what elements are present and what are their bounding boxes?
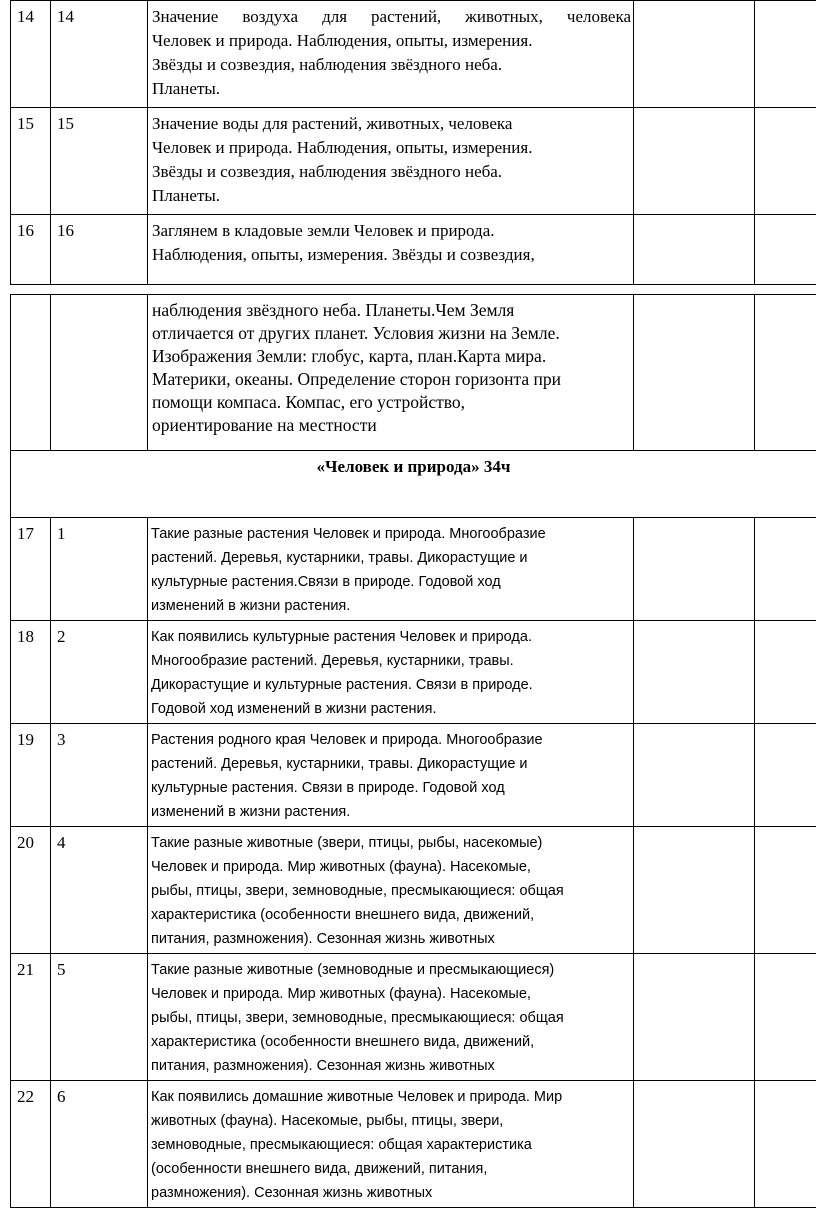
lesson-table-bottom	[10, 294, 816, 1208]
lesson-description	[148, 1081, 634, 1208]
description-line: животных (фауна). Насекомые, рыбы, птицы, звери,	[151, 1109, 633, 1133]
description-line: рыбы, птицы, звери, земноводные, пресмыкающиеся: общая	[151, 879, 633, 903]
description-line: Многообразие растений. Деревья, кустарники, травы.	[151, 649, 633, 673]
section-header-row	[11, 451, 816, 518]
table-row	[11, 295, 816, 451]
row-number: 17	[11, 518, 51, 621]
description-line: размножения). Сезонная жизнь животных	[151, 1181, 633, 1205]
description-line: Как появились культурные растения Человек и природа.	[151, 625, 633, 649]
lesson-description-continuation	[148, 295, 634, 451]
description-line: Такие разные животные (земноводные и пресмыкающиеся)	[151, 958, 633, 982]
row-number: 21	[11, 954, 51, 1081]
empty-cell	[634, 295, 755, 451]
description-line: Звёзды и созвездия, наблюдения звёздного неба.	[152, 160, 631, 184]
description-line: рыбы, птицы, звери, земноводные, пресмыкающиеся: общая	[151, 1006, 633, 1030]
description-line: характеристика (особенности внешнего вида, движений,	[151, 1030, 633, 1054]
lesson-number: 1	[51, 518, 148, 621]
description-line: земноводные, пресмыкающиеся: общая характеристика	[151, 1133, 633, 1157]
lesson-table-top	[10, 0, 816, 285]
description-line: наблюдения звёздного неба. Планеты.Чем Земля	[152, 299, 631, 322]
lesson-description	[148, 1, 634, 108]
lesson-number: 5	[51, 954, 148, 1081]
description-line: ориентирование на местности	[152, 414, 631, 437]
description-line: Такие разные растения Человек и природа. Многообразие	[151, 522, 633, 546]
empty-cell	[634, 621, 755, 724]
row-number: 18	[11, 621, 51, 724]
empty-cell	[634, 954, 755, 1081]
description-line: Планеты.	[152, 184, 631, 208]
lesson-number: 4	[51, 827, 148, 954]
table-row	[11, 518, 816, 621]
table-row	[11, 1081, 816, 1208]
description-line: помощи компаса. Компас, его устройство,	[152, 391, 631, 414]
row-number: 14	[11, 1, 51, 108]
description-line: Планеты.	[152, 77, 631, 101]
lesson-number: 15	[51, 108, 148, 215]
empty-cell	[755, 295, 816, 451]
description-line: культурные растения. Связи в природе. Годовой ход	[151, 776, 633, 800]
lesson-number: 3	[51, 724, 148, 827]
description-line: Изображения Земли: глобус, карта, план.Карта мира.	[152, 345, 631, 368]
lesson-description	[148, 215, 634, 285]
lesson-description	[148, 518, 634, 621]
lesson-description	[148, 827, 634, 954]
row-number: 19	[11, 724, 51, 827]
empty-cell	[755, 621, 816, 724]
description-line: Годовой ход изменений в жизни растения.	[151, 697, 633, 721]
empty-cell	[755, 518, 816, 621]
lesson-description	[148, 954, 634, 1081]
description-line: Материки, океаны. Определение сторон горизонта при	[152, 368, 631, 391]
description-line: изменений в жизни растения.	[151, 594, 633, 618]
empty-cell	[755, 827, 816, 954]
description-line: Наблюдения, опыты, измерения. Звёзды и созвездия,	[152, 243, 631, 267]
row-number: 16	[11, 215, 51, 285]
description-line: Дикорастущие и культурные растения. Связи в природе.	[151, 673, 633, 697]
description-line: Такие разные животные (звери, птицы, рыбы, насекомые)	[151, 831, 633, 855]
description-line: Звёзды и созвездия, наблюдения звёздного неба.	[152, 53, 631, 77]
empty-cell	[634, 518, 755, 621]
empty-cell	[634, 108, 755, 215]
description-line: Растения родного края Человек и природа. Многообразие	[151, 728, 633, 752]
empty-cell	[634, 724, 755, 827]
lesson-number: 16	[51, 215, 148, 285]
description-line: растений. Деревья, кустарники, травы. Дикорастущие и	[151, 546, 633, 570]
description-line: характеристика (особенности внешнего вида, движений,	[151, 903, 633, 927]
description-line: Человек и природа. Наблюдения, опыты, измерения.	[152, 136, 631, 160]
lesson-description	[148, 621, 634, 724]
table-row	[11, 827, 816, 954]
empty-cell	[634, 1081, 755, 1208]
description-line: Человек и природа. Мир животных (фауна). Насекомые,	[151, 982, 633, 1006]
description-line: отличается от других планет. Условия жизни на Земле.	[152, 322, 631, 345]
lesson-number: 14	[51, 1, 148, 108]
table-row	[11, 108, 816, 215]
empty-cell	[51, 295, 148, 451]
table-row	[11, 724, 816, 827]
empty-cell	[634, 1, 755, 108]
empty-cell	[634, 827, 755, 954]
table-row	[11, 1, 816, 108]
empty-cell	[634, 215, 755, 285]
description-line: Заглянем в кладовые земли Человек и природа.	[152, 219, 631, 243]
section-title: «Человек и природа» 34ч	[11, 451, 816, 518]
empty-cell	[755, 108, 816, 215]
table-row	[11, 954, 816, 1081]
row-number: 15	[11, 108, 51, 215]
lesson-description	[148, 724, 634, 827]
row-number: 20	[11, 827, 51, 954]
description-line: изменений в жизни растения.	[151, 800, 633, 824]
empty-cell	[11, 295, 51, 451]
description-line: Значение воды для растений, животных, человека	[152, 112, 631, 136]
table-row	[11, 621, 816, 724]
empty-cell	[755, 954, 816, 1081]
empty-cell	[755, 1, 816, 108]
empty-cell	[755, 1081, 816, 1208]
row-number: 22	[11, 1081, 51, 1208]
description-line: Как появились домашние животные Человек и природа. Мир	[151, 1085, 633, 1109]
table-row	[11, 215, 816, 285]
description-line: питания, размножения). Сезонная жизнь животных	[151, 927, 633, 951]
description-line: культурные растения.Связи в природе. Годовой ход	[151, 570, 633, 594]
lesson-number: 2	[51, 621, 148, 724]
description-line: Значение воздуха для растений, животных, человека	[152, 5, 631, 29]
description-line: Человек и природа. Наблюдения, опыты, измерения.	[152, 29, 631, 53]
lesson-description	[148, 108, 634, 215]
empty-cell	[755, 724, 816, 827]
description-line: питания, размножения). Сезонная жизнь животных	[151, 1054, 633, 1078]
empty-cell	[755, 215, 816, 285]
lesson-number: 6	[51, 1081, 148, 1208]
description-line: Человек и природа. Мир животных (фауна). Насекомые,	[151, 855, 633, 879]
description-line: (особенности внешнего вида, движений, питания,	[151, 1157, 633, 1181]
description-line: растений. Деревья, кустарники, травы. Дикорастущие и	[151, 752, 633, 776]
